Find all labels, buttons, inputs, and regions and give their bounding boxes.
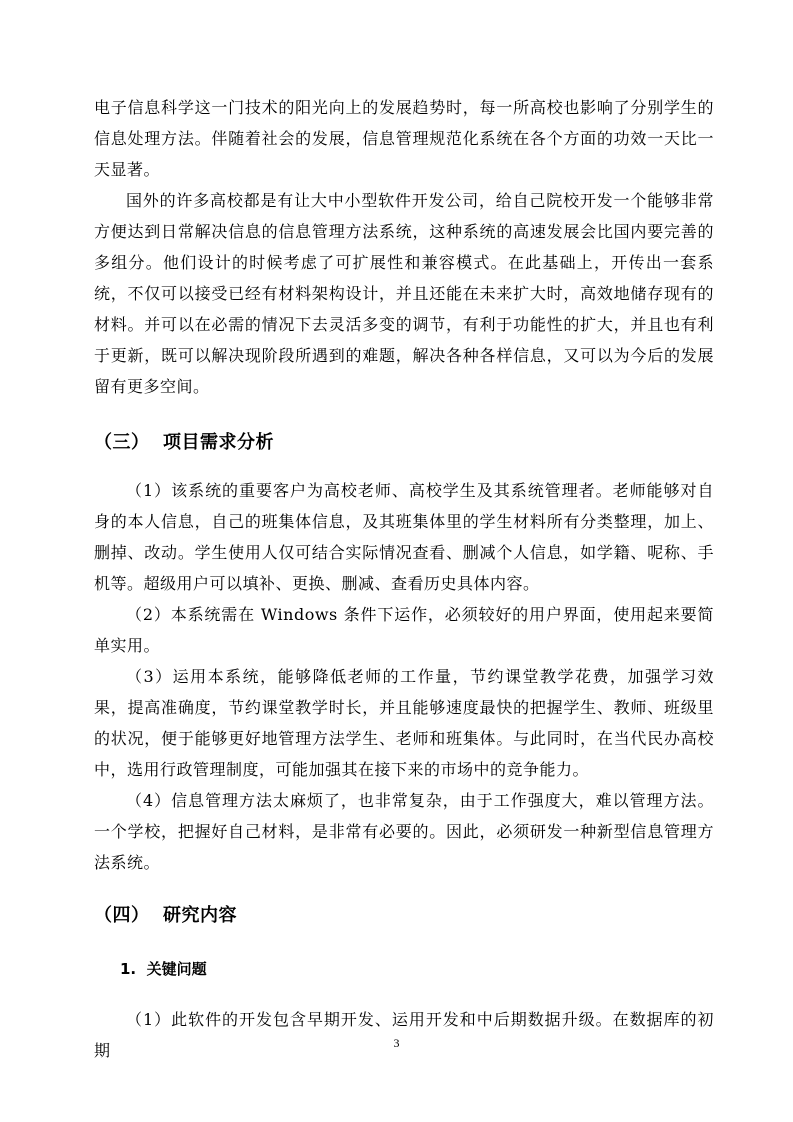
requirement-paragraph-3: （3）运用本系统，能够降低老师的工作量，节约课堂教学花费，加强学习效果，提高准确度，节约课堂教学时长，并且能够速度最快的把握学生、教师、班级里的状况，便于能够更好地管理方法学生、老师和班集体。与此同时，在当代民办高校中，选用行政管理制度，可能加强其在接下来的市场中的竞争能力。 [94, 667, 714, 779]
requirement-paragraph-2: （2）本系统需在 Windows 条件下运作，必须较好的用户界面，使用起来要简单实用。 [94, 605, 714, 655]
page-content [94, 92, 714, 1066]
page-number: 3 [393, 1036, 400, 1050]
requirement-paragraph-4: （4）信息管理方法太麻烦了，也非常复杂，由于工作强度大，难以管理方法。一个学校，把握好自己材料，是非常有必要的。因此，必须研发一种新型信息管理方法系统。 [94, 791, 714, 872]
section-4-heading: （四） 研究内容 [94, 905, 238, 926]
section-3-heading: （三） 项目需求分析 [94, 432, 275, 453]
intro-paragraph-2: 国外的许多高校都是有让大中小型软件开发公司，给自己院校开发一个能够非常方便达到日常解决信息的信息管理方法系统，这种系统的高速发展会比国内要完善的多组分。他们设计的时候考虑了可扩展性和兼容模式。在此基础上，开传出一套系统，不仅可以接受已经有材料架构设计，并且还能在未来扩大时，高效地储存现有的材料。并可以在必需的情况下去灵活多变的调节，有利于功能性的扩大，并且也有利于更新，既可以解决现阶段所遇到的难题，解决各种各样信息，又可以为今后的发展留有更多空间。 [94, 191, 714, 396]
intro-paragraph-1: 电子信息科学这一门技术的阳光向上的发展趋势时，每一所高校也影响了分别学生的信息处理方法。伴随着社会的发展，信息管理规范化系统在各个方面的功效一天比一天显著。 [94, 98, 714, 179]
requirement-paragraph-1: （1）该系统的重要客户为高校老师、高校学生及其系统管理者。老师能够对自身的本人信息，自己的班集体信息，及其班集体里的学生材料所有分类整理，加上、删掉、改动。学生使用人仅可结合实际情况查看、删减个人信息，如学籍、呢称、手机等。超级用户可以填补、更换、删减、查看历史具体内容。 [94, 481, 714, 593]
research-paragraph-1: （1）此软件的开发包含早期开发、运用开发和中后期数据升级。在数据库的初期 [94, 1010, 714, 1060]
subsection-heading: 1. 关键问题 [120, 960, 207, 978]
